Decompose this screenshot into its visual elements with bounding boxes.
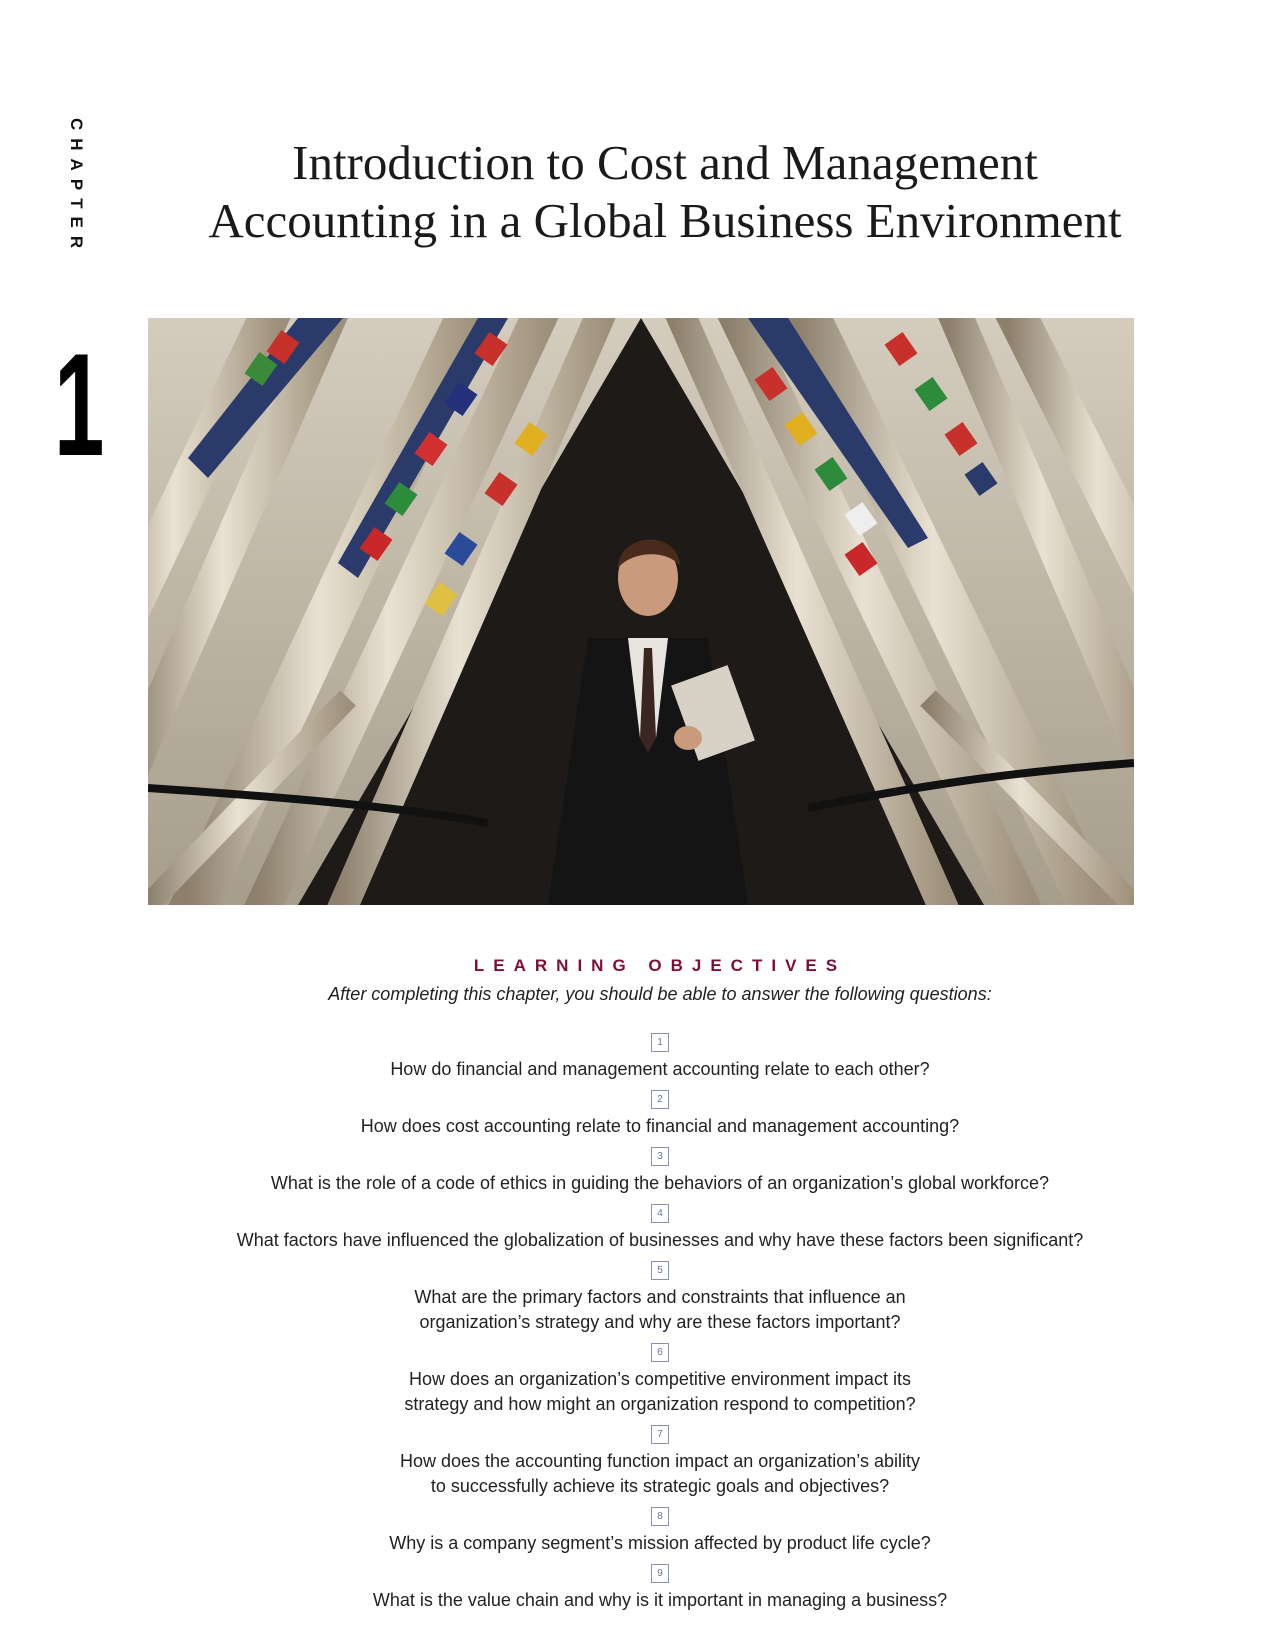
objective-number-badge: 8	[651, 1507, 669, 1526]
objective-number-badge: 1	[651, 1033, 669, 1052]
objective-text: How does cost accounting relate to financial and management accounting?	[360, 1116, 960, 1136]
objective-item	[0, 1260, 1275, 1335]
objective-text: What is the value chain and why is it important in managing a business?	[372, 1590, 948, 1610]
title-line-2: Accounting in a Global Business Environment	[208, 193, 1122, 248]
objective-item	[0, 1032, 1275, 1082]
objective-item	[0, 1203, 1275, 1253]
objective-item	[0, 1506, 1275, 1556]
objective-text: How do financial and management accounting relate to each other?	[390, 1059, 930, 1079]
objective-text: How does the accounting function impact an organization’s ability to successfully achieve its strategic goals and objectives?	[400, 1451, 920, 1496]
objective-item	[0, 1563, 1275, 1613]
objective-number-badge: 2	[651, 1090, 669, 1109]
title-line-1: Introduction to Cost and Management	[292, 135, 1038, 190]
objective-text: What is the role of a code of ethics in guiding the behaviors of an organization’s global workforce?	[270, 1173, 1050, 1193]
objective-item	[0, 1146, 1275, 1196]
chapter-number: 1	[54, 323, 105, 486]
objective-item	[0, 1089, 1275, 1139]
objective-number-badge: 4	[651, 1204, 669, 1223]
chapter-photo	[148, 318, 1134, 905]
objective-number-badge: 9	[651, 1564, 669, 1583]
learning-objectives-heading: LEARNING OBJECTIVES	[473, 956, 847, 975]
objective-text: What factors have influenced the globalization of businesses and why have these factors been significant?	[236, 1230, 1084, 1250]
objective-number-badge: 7	[651, 1425, 669, 1444]
businessman-under-flags-icon	[148, 318, 1134, 905]
objective-number-badge: 3	[651, 1147, 669, 1166]
objective-text: Why is a company segment’s mission affected by product life cycle?	[389, 1533, 931, 1553]
objective-item	[0, 1424, 1275, 1499]
chapter-label: CHAPTER	[67, 118, 86, 257]
objective-text: What are the primary factors and constraints that influence an organization’s strategy and why are these factors important?	[414, 1287, 906, 1332]
learning-objectives-intro: After completing this chapter, you should be able to answer the following questions:	[328, 984, 992, 1004]
page-title	[150, 134, 1180, 250]
objective-number-badge: 6	[651, 1343, 669, 1362]
objective-text: How does an organization’s competitive environment impact its strategy and how might an organization respond to competition?	[404, 1369, 916, 1414]
objective-number-badge: 5	[651, 1261, 669, 1280]
objective-item	[0, 1342, 1275, 1417]
learning-objectives-list	[0, 1032, 1275, 1620]
